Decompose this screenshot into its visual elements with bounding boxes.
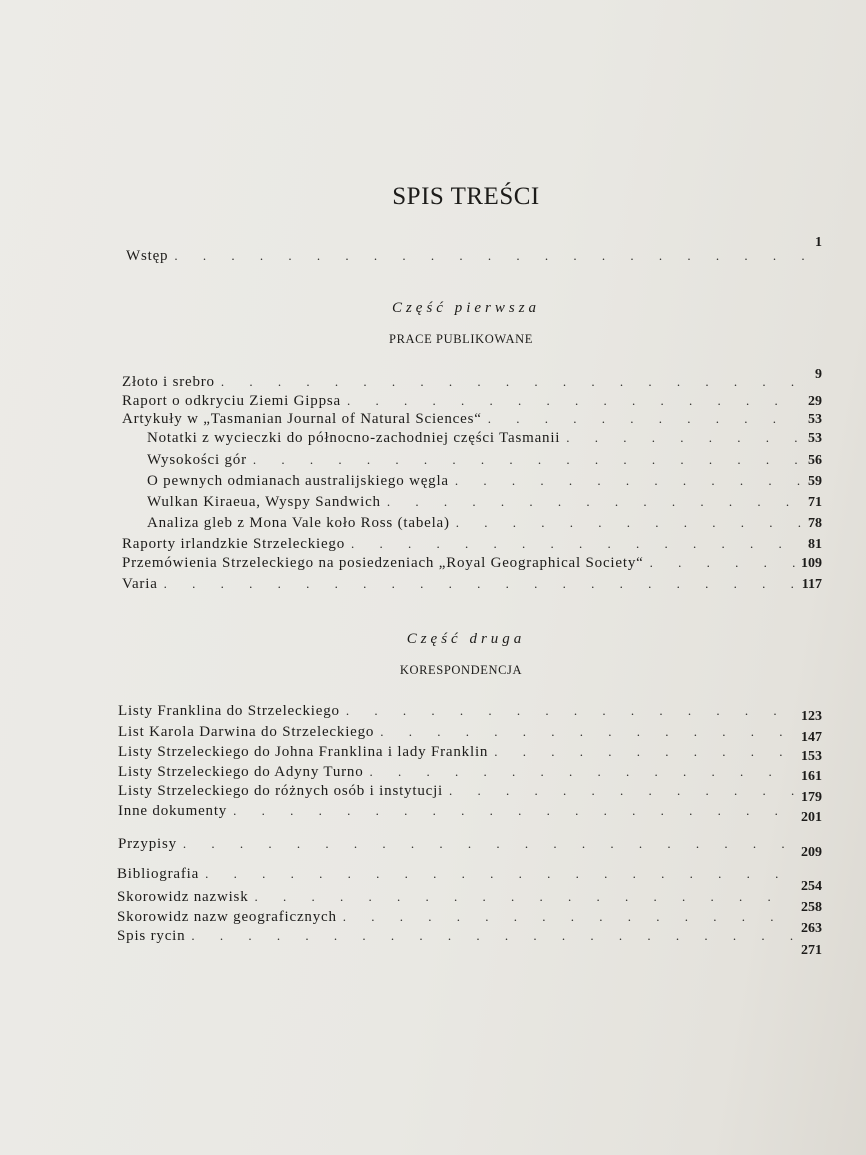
toc-entry-label: Spis rycin bbox=[117, 928, 186, 944]
toc-entry-page: 29 bbox=[808, 394, 822, 409]
dot-leader bbox=[387, 494, 802, 510]
toc-entry-label: Inne dokumenty bbox=[118, 803, 228, 819]
toc-entry-label: Listy Strzeleckiego do Adyny Turno bbox=[118, 764, 364, 780]
toc-entry bbox=[118, 724, 822, 744]
toc-entry-page: 271 bbox=[801, 943, 822, 958]
toc-entry-page: 53 bbox=[808, 412, 822, 427]
dot-leader bbox=[191, 928, 795, 944]
page-title: SPIS TREŚCI bbox=[392, 183, 540, 210]
toc-entry-page: 71 bbox=[808, 495, 822, 510]
toc-entry-page: 161 bbox=[801, 769, 822, 784]
toc-entry bbox=[118, 744, 822, 764]
toc-entry-sub bbox=[147, 473, 822, 493]
toc-entry-page: 258 bbox=[801, 900, 822, 915]
toc-entry-sub bbox=[147, 452, 822, 472]
toc-entry-page: 9 bbox=[815, 367, 822, 382]
toc-entry-label: List Karola Darwina do Strzeleckiego bbox=[118, 724, 375, 740]
dot-leader bbox=[255, 889, 796, 905]
toc-entry-page: 78 bbox=[808, 516, 822, 531]
toc-entry bbox=[122, 536, 822, 556]
toc-entry-page: 263 bbox=[801, 921, 822, 936]
toc-entry-label: Wulkan Kiraeua, Wyspy Sandwich bbox=[147, 494, 381, 510]
toc-entry bbox=[117, 889, 822, 915]
dot-leader bbox=[233, 803, 795, 819]
toc-entry-page: 1 bbox=[815, 235, 822, 250]
toc-entry-page: 56 bbox=[808, 453, 822, 468]
toc-entry-label: Wysokości gór bbox=[147, 452, 247, 468]
toc-entry-label: Przemówienia Strzeleckiego na posiedzeniach „Royal Geographical Society“ bbox=[122, 555, 644, 571]
dot-leader bbox=[370, 764, 795, 780]
dot-leader bbox=[346, 703, 795, 719]
dot-leader bbox=[343, 909, 795, 925]
toc-entry-label: Raport o odkryciu Ziemi Gippsa bbox=[122, 393, 341, 409]
toc-entry-page: 109 bbox=[801, 556, 822, 571]
toc-entry bbox=[118, 783, 822, 803]
toc-entry-label: Listy Strzeleckiego do różnych osób i instytucji bbox=[118, 783, 444, 799]
dot-leader bbox=[566, 430, 802, 446]
toc-entry-page: 53 bbox=[808, 431, 822, 446]
toc-entry-page: 201 bbox=[801, 810, 822, 825]
toc-entry-label: Artykuły w „Tasmanian Journal of Natural Sciences“ bbox=[122, 411, 482, 427]
dot-leader bbox=[347, 393, 802, 409]
toc-entry-label: Przypisy bbox=[118, 836, 177, 852]
toc-entry bbox=[122, 411, 822, 431]
dot-leader bbox=[183, 836, 795, 852]
toc-entry-label: Listy Franklina do Strzeleckiego bbox=[118, 703, 340, 719]
toc-entry-label: Bibliografia bbox=[117, 866, 200, 882]
toc-entry-sub bbox=[147, 430, 822, 450]
toc-entry bbox=[117, 928, 822, 958]
toc-entry-page: 209 bbox=[801, 845, 822, 860]
dot-leader bbox=[253, 452, 802, 468]
toc-entry-label: Skorowidz nazw geograficznych bbox=[117, 909, 337, 925]
section-heading: KORESPONDENCJA bbox=[399, 663, 523, 677]
dot-leader bbox=[455, 473, 802, 489]
toc-entry-page: 179 bbox=[801, 790, 822, 805]
toc-entry bbox=[122, 555, 822, 575]
toc-entry-page: 117 bbox=[801, 577, 822, 592]
toc-entry bbox=[118, 764, 822, 784]
toc-entry-page: 123 bbox=[801, 709, 822, 724]
toc-entry bbox=[118, 836, 822, 860]
toc-entry-page: 153 bbox=[801, 749, 822, 764]
toc-entry-page: 59 bbox=[808, 474, 822, 489]
part-heading: Część pierwsza bbox=[391, 300, 541, 316]
toc-entry-page: 254 bbox=[801, 879, 822, 894]
dot-leader bbox=[164, 576, 796, 592]
part-heading: Część druga bbox=[406, 631, 526, 647]
toc-entry-label: Analiza gleb z Mona Vale koło Ross (tabela) bbox=[147, 515, 450, 531]
toc-entry-label: O pewnych odmianach australijskiego węgla bbox=[147, 473, 449, 489]
toc-entry-label: Złoto i srebro bbox=[122, 374, 215, 390]
toc-entry-intro bbox=[126, 235, 822, 268]
toc-entry bbox=[118, 803, 822, 823]
toc-entry-label: Notatki z wycieczki do północno-zachodniej części Tasmanii bbox=[147, 430, 561, 446]
dot-leader bbox=[449, 783, 795, 799]
toc-entry bbox=[122, 367, 822, 394]
toc-entry-label: Skorowidz nazwisk bbox=[117, 889, 249, 905]
dot-leader bbox=[456, 515, 802, 531]
dot-leader bbox=[380, 724, 795, 740]
dot-leader bbox=[488, 411, 802, 427]
section-heading: PRACE PUBLIKOWANE bbox=[389, 332, 533, 346]
toc-entry bbox=[117, 866, 822, 894]
toc-entry bbox=[122, 393, 822, 413]
dot-leader bbox=[494, 744, 795, 760]
toc-entry-sub bbox=[147, 494, 822, 514]
toc-entry bbox=[118, 703, 822, 723]
dot-leader bbox=[205, 866, 795, 882]
toc-entry-sub bbox=[147, 515, 822, 535]
toc-entry-page: 81 bbox=[808, 537, 822, 552]
toc-entry-label: Listy Strzeleckiego do Johna Franklina i lady Franklin bbox=[118, 744, 489, 760]
dot-leader bbox=[174, 248, 809, 264]
toc-entry bbox=[122, 576, 822, 596]
dot-leader bbox=[221, 374, 809, 390]
toc-entry-label: Varia bbox=[122, 576, 158, 592]
toc-entry-page: 147 bbox=[801, 730, 822, 745]
dot-leader bbox=[351, 536, 802, 552]
toc-entry-label: Raporty irlandzkie Strzeleckiego bbox=[122, 536, 346, 552]
toc-entry-label: Wstęp bbox=[126, 248, 169, 264]
dot-leader bbox=[650, 555, 795, 571]
